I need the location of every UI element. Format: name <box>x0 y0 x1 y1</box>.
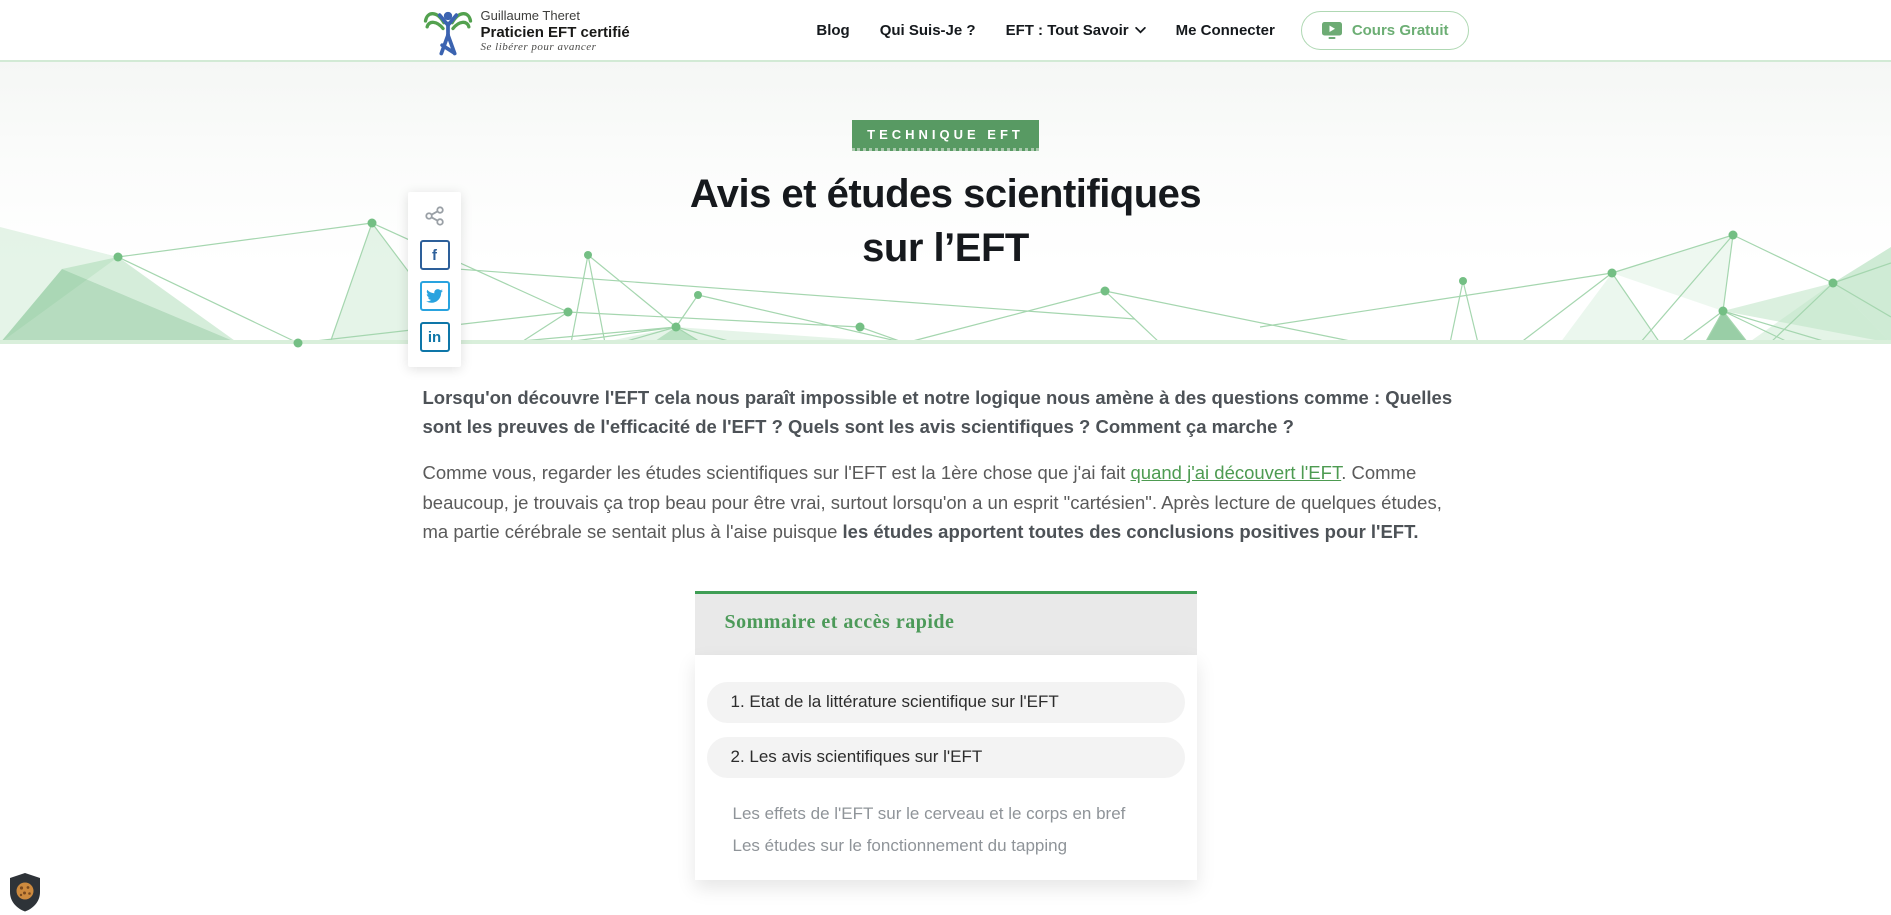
page-title-line2: sur l’EFT <box>862 226 1029 270</box>
brand-tagline: Se libérer pour avancer <box>480 40 597 53</box>
page-title <box>0 167 1891 275</box>
cours-gratuit-button[interactable] <box>1301 11 1469 50</box>
facebook-share-button[interactable] <box>420 240 450 270</box>
cookie-consent-badge[interactable] <box>8 872 42 912</box>
paragraph-text: Comme vous, regarder les études scientifiques sur l'EFT est la 1ère chose que j'ai fait <box>422 462 1131 483</box>
toc-item-1[interactable]: 1. Etat de la littérature scientifique sur l'EFT <box>707 682 1185 723</box>
brand-logo-link[interactable] <box>423 2 630 58</box>
toc-subitem-2[interactable]: Les études sur le fonctionnement du tapping <box>732 835 1068 855</box>
paragraph-bold-text: les études apportent toutes des conclusions positives pour l'EFT. <box>842 521 1419 542</box>
chevron-down-icon <box>1135 27 1146 34</box>
toc-header <box>695 591 1197 655</box>
toc-subitem-1[interactable]: Les effets de l'EFT sur le cerveau et le corps en bref <box>732 803 1126 823</box>
twitter-icon <box>426 289 443 303</box>
linkedin-share-button[interactable] <box>420 322 450 352</box>
nav-item-qui-suis-je[interactable] <box>880 22 976 39</box>
navbar <box>0 0 1891 62</box>
nav-item-eft-label: EFT : Tout Savoir <box>1005 21 1129 39</box>
brand-logo-icon <box>423 4 473 58</box>
toc-item-2[interactable]: 2. Les avis scientifiques sur l'EFT <box>707 737 1185 778</box>
toc-body <box>695 655 1197 880</box>
article-content <box>423 352 1469 880</box>
nav-item-eft-tout-savoir[interactable] <box>1006 22 1146 39</box>
share-widget <box>408 192 461 367</box>
nav-item-blog[interactable] <box>816 22 849 39</box>
brand-name: Guillaume Theret <box>480 7 580 23</box>
paragraph-text: . Comme beaucoup, je trouvais ça trop beau pour être vrai, surtout lorsqu'on a un esprit "cartésien". Après lecture de quelques études, ma partie cérébrale se sentait plus à l'aise puisque <box>422 462 1442 542</box>
brand-title: Praticien EFT certifié <box>480 23 630 41</box>
intro-paragraph: Lorsqu'on découvre l'EFT cela nous paraît impossible et notre logique nous amène à des questions comme : Quelles sont les preuves de l'efficacité de l'EFT ? Quels sont les avis scientifiques ? Comment ça marche ? <box>422 387 1453 437</box>
twitter-share-button[interactable] <box>420 281 450 311</box>
second-paragraph <box>423 458 1469 547</box>
nav-item-blog-label: Blog <box>816 21 850 39</box>
table-of-contents <box>695 591 1197 880</box>
linkedin-icon: in <box>427 328 442 346</box>
video-course-icon <box>1321 21 1343 40</box>
nav-item-qui-suis-je-label: Qui Suis-Je ? <box>879 21 976 39</box>
cours-gratuit-label: Cours Gratuit <box>1351 21 1449 39</box>
toc-title: Sommaire et accès rapide <box>724 610 955 633</box>
category-badge[interactable]: TECHNIQUE EFT <box>852 120 1039 151</box>
discovery-link[interactable]: quand j'ai découvert l'EFT <box>1130 462 1342 483</box>
facebook-icon: f <box>432 246 437 264</box>
hero-section <box>0 62 1891 352</box>
nav-item-me-connecter-label: Me Connecter <box>1175 21 1275 39</box>
share-nodes-icon <box>424 205 446 227</box>
page-title-line1: Avis et études scientifiques <box>689 172 1202 216</box>
nav-item-me-connecter[interactable] <box>1176 22 1275 39</box>
main-nav <box>816 22 1274 39</box>
shield-cookie-icon <box>8 872 42 912</box>
